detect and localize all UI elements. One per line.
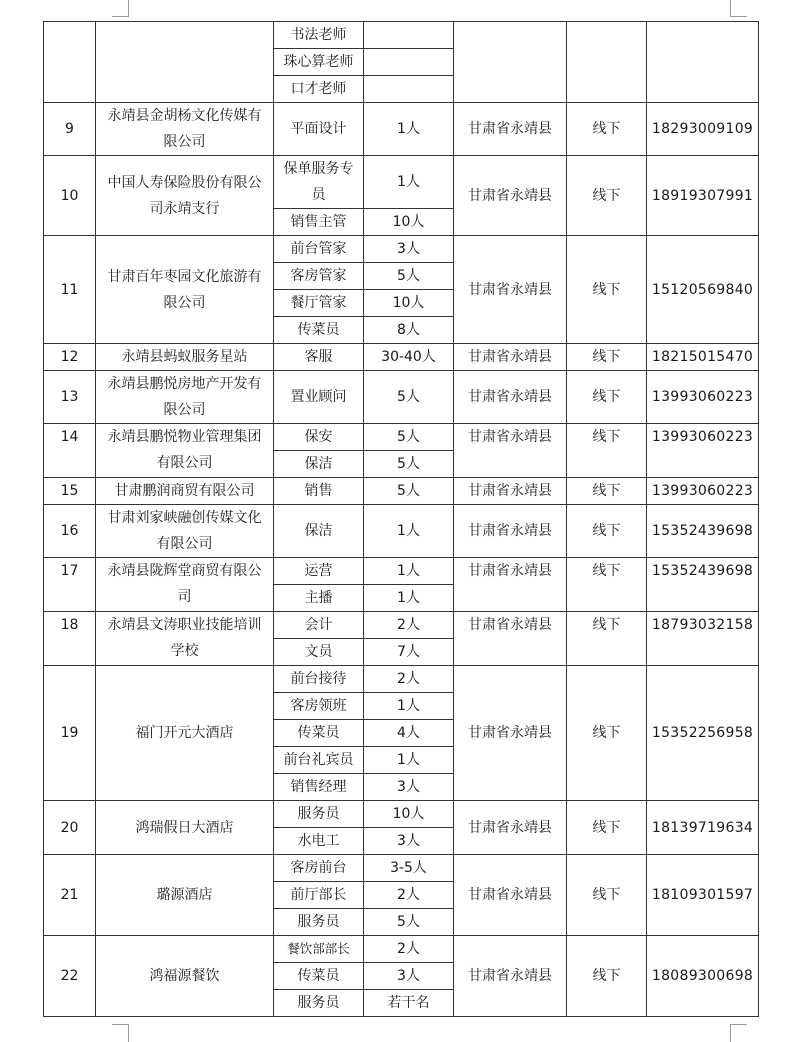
count-cell: 10人 xyxy=(364,290,454,317)
company-name-cell-line: 中国人寿保险股份有限公 xyxy=(107,174,262,191)
position-cell-line: 保洁 xyxy=(304,523,333,539)
mode-cell: 线下 xyxy=(567,936,647,1017)
position-cell-line: 置业顾问 xyxy=(290,389,347,405)
position-cell xyxy=(274,909,364,936)
crop-mark-top-left xyxy=(112,0,129,17)
location-cell: 甘肃省永靖县 xyxy=(454,478,567,505)
row-number-cell: 20 xyxy=(44,801,96,855)
position-cell xyxy=(274,451,364,478)
table-row xyxy=(44,505,759,558)
phone-cell: 18919307991 xyxy=(647,156,759,236)
count-cell: 3-5人 xyxy=(364,855,454,882)
mode-cell: 线下 xyxy=(567,612,647,666)
count-cell: 2人 xyxy=(364,612,454,639)
count-cell: 5人 xyxy=(364,424,454,451)
position-cell xyxy=(274,290,364,317)
recruitment-table xyxy=(43,21,759,1017)
cont-no-cell xyxy=(44,22,96,103)
mode-cell: 线下 xyxy=(567,371,647,424)
position-cell xyxy=(274,505,364,558)
position-cell xyxy=(274,828,364,855)
mode-cell: 线下 xyxy=(567,855,647,936)
position-cell xyxy=(274,585,364,612)
row-number-cell: 13 xyxy=(44,371,96,424)
company-name-cell-line: 学校 xyxy=(170,643,199,659)
position-cell-line: 客房管家 xyxy=(290,268,347,284)
location-cell: 甘肃省永靖县 xyxy=(454,344,567,371)
count-cell: 5人 xyxy=(364,451,454,478)
row-number-cell: 9 xyxy=(44,103,96,156)
company-name-cell xyxy=(96,156,274,236)
count-cell: 1人 xyxy=(364,558,454,585)
company-name-cell-line: 永靖县鹏悦物业管理集团 xyxy=(107,429,262,445)
location-cell: 甘肃省永靖县 xyxy=(454,236,567,344)
count-cell: 3人 xyxy=(364,774,454,801)
position-cell-line: 前台接待 xyxy=(290,671,347,687)
company-name-cell xyxy=(96,344,274,371)
phone-cell: 15352439698 xyxy=(647,558,759,612)
position-cell-line: 水电工 xyxy=(297,833,340,849)
location-cell: 甘肃省永靖县 xyxy=(454,936,567,1017)
table-row xyxy=(44,801,759,828)
crop-mark-bottom-right xyxy=(730,1024,747,1042)
position-cell xyxy=(274,666,364,693)
company-name-cell xyxy=(96,103,274,156)
count-cell: 1人 xyxy=(364,585,454,612)
company-name-cell-line: 有限公司 xyxy=(156,455,213,471)
company-name-cell-line: 永靖县陇辉堂商贸有限公 xyxy=(107,563,262,579)
table-row xyxy=(44,666,759,693)
position-cell xyxy=(274,720,364,747)
company-name-cell-line: 永靖县金胡杨文化传媒有 xyxy=(107,108,262,124)
table-row xyxy=(44,612,759,639)
count-cell: 2人 xyxy=(364,936,454,963)
table-row xyxy=(44,344,759,371)
company-name-cell-line: 限公司 xyxy=(163,134,206,150)
mode-cell: 线下 xyxy=(567,666,647,801)
phone-cell: 18215015470 xyxy=(647,344,759,371)
table-row xyxy=(44,855,759,882)
position-cell xyxy=(274,801,364,828)
company-name-cell-line: 永靖县蚂蚁服务星站 xyxy=(121,349,248,365)
position-cell xyxy=(274,371,364,424)
phone-cell: 18793032158 xyxy=(647,612,759,666)
company-name-cell-line: 鸿福源餐饮 xyxy=(149,968,220,984)
company-name-cell xyxy=(96,612,274,666)
company-name-cell xyxy=(96,505,274,558)
company-name-cell-line: 永靖县鹏悦房地产开发有 xyxy=(107,376,262,392)
mode-cell: 线下 xyxy=(567,344,647,371)
position-cell xyxy=(274,317,364,344)
position-cell xyxy=(274,963,364,990)
company-name-cell-line: 有限公司 xyxy=(156,536,213,552)
company-name-cell xyxy=(96,801,274,855)
mode-cell: 线下 xyxy=(567,156,647,236)
position-cell-line: 服务员 xyxy=(297,806,340,822)
count-cell: 10人 xyxy=(364,801,454,828)
company-name-cell-line: 司 xyxy=(177,589,192,605)
count-cell: 3人 xyxy=(364,236,454,263)
company-name-cell-line: 永靖县文涛职业技能培训 xyxy=(107,617,262,633)
position-cell-line: 传菜员 xyxy=(297,968,340,984)
position-cell xyxy=(274,236,364,263)
count-cell: 4人 xyxy=(364,720,454,747)
count-cell: 7人 xyxy=(364,639,454,666)
position-cell xyxy=(274,747,364,774)
location-cell: 甘肃省永靖县 xyxy=(454,801,567,855)
cont-phone-cell xyxy=(647,22,759,103)
phone-cell: 15120569840 xyxy=(647,236,759,344)
phone-cell: 13993060223 xyxy=(647,424,759,478)
count-cell: 3人 xyxy=(364,963,454,990)
company-name-cell xyxy=(96,371,274,424)
position-cell-line: 销售主管 xyxy=(290,214,347,230)
position-cell xyxy=(274,882,364,909)
company-name-cell-line: 限公司 xyxy=(163,294,206,311)
table-row xyxy=(44,936,759,963)
count-cell xyxy=(364,49,454,76)
row-number-cell: 16 xyxy=(44,505,96,558)
count-cell: 8人 xyxy=(364,317,454,344)
count-cell: 2人 xyxy=(364,882,454,909)
position-cell-line: 前厅部长 xyxy=(290,887,347,903)
mode-cell: 线下 xyxy=(567,103,647,156)
cont-company-cell xyxy=(96,22,274,103)
position-cell xyxy=(274,424,364,451)
company-name-cell xyxy=(96,558,274,612)
position-cell-line: 传菜员 xyxy=(297,322,340,338)
count-cell xyxy=(364,22,454,49)
row-number-cell: 10 xyxy=(44,156,96,236)
position-cell-line: 主播 xyxy=(304,590,333,606)
mode-cell: 线下 xyxy=(567,558,647,612)
row-number-cell: 17 xyxy=(44,558,96,612)
company-name-cell-line: 甘肃刘家峡融创传媒文化 xyxy=(107,510,262,526)
position-cell-line: 员 xyxy=(311,187,326,203)
mode-cell: 线下 xyxy=(567,424,647,478)
count-cell: 1人 xyxy=(364,156,454,209)
row-number-cell: 14 xyxy=(44,424,96,478)
phone-cell: 13993060223 xyxy=(647,478,759,505)
count-cell: 5人 xyxy=(364,909,454,936)
position-cell xyxy=(274,693,364,720)
position-cell xyxy=(274,344,364,371)
table-row xyxy=(44,558,759,585)
company-name-cell-line: 甘肃鹏润商贸有限公司 xyxy=(114,483,255,499)
row-number-cell: 21 xyxy=(44,855,96,936)
company-name-cell-line: 甘肃百年枣园文化旅游有 xyxy=(107,268,262,285)
company-name-cell-line: 司永靖支行 xyxy=(149,200,220,217)
company-name-cell xyxy=(96,936,274,1017)
count-cell: 1人 xyxy=(364,505,454,558)
count-cell: 2人 xyxy=(364,666,454,693)
table-row xyxy=(44,103,759,156)
company-name-cell-line: 福门开元大酒店 xyxy=(135,725,234,741)
location-cell: 甘肃省永靖县 xyxy=(454,156,567,236)
phone-cell: 18089300698 xyxy=(647,936,759,1017)
position-cell-line: 运营 xyxy=(304,563,333,579)
position-cell xyxy=(274,103,364,156)
table-row xyxy=(44,424,759,451)
location-cell: 甘肃省永靖县 xyxy=(454,855,567,936)
position-cell xyxy=(274,263,364,290)
count-cell: 1人 xyxy=(364,693,454,720)
company-name-cell xyxy=(96,236,274,344)
cont-location-cell xyxy=(454,22,567,103)
position-cell xyxy=(274,558,364,585)
company-name-cell-line: 限公司 xyxy=(163,402,206,418)
phone-cell: 15352439698 xyxy=(647,505,759,558)
mode-cell: 线下 xyxy=(567,505,647,558)
position-cell-line: 会计 xyxy=(304,617,333,633)
position-cell-line: 客房领班 xyxy=(290,698,347,714)
position-cell xyxy=(274,478,364,505)
position-cell xyxy=(274,990,364,1017)
position-cell: 珠心算老师 xyxy=(274,49,364,76)
position-cell-line: 餐厅管家 xyxy=(290,295,347,311)
position-cell xyxy=(274,209,364,236)
row-number-cell: 15 xyxy=(44,478,96,505)
position-cell-line: 保单服务专 xyxy=(283,161,354,177)
mode-cell: 线下 xyxy=(567,236,647,344)
recruitment-table-body xyxy=(44,22,759,1017)
count-cell: 5人 xyxy=(364,478,454,505)
position-cell: 口才老师 xyxy=(274,76,364,103)
location-cell: 甘肃省永靖县 xyxy=(454,505,567,558)
count-cell: 5人 xyxy=(364,371,454,424)
row-number-cell: 12 xyxy=(44,344,96,371)
phone-cell: 18293009109 xyxy=(647,103,759,156)
mode-cell: 线下 xyxy=(567,478,647,505)
position-cell xyxy=(274,936,364,963)
location-cell: 甘肃省永靖县 xyxy=(454,424,567,478)
company-name-cell-line: 鸿瑞假日大酒店 xyxy=(135,819,234,836)
position-cell-line: 服务员 xyxy=(297,995,340,1011)
company-name-cell xyxy=(96,424,274,478)
mode-cell: 线下 xyxy=(567,801,647,855)
position-cell-line: 平面设计 xyxy=(290,121,347,137)
count-cell: 5人 xyxy=(364,263,454,290)
company-name-cell-line: 璐源酒店 xyxy=(156,887,213,903)
row-number-cell: 22 xyxy=(44,936,96,1017)
table-row xyxy=(44,371,759,424)
phone-cell: 18109301597 xyxy=(647,855,759,936)
row-number-cell: 11 xyxy=(44,236,96,344)
phone-cell: 18139719634 xyxy=(647,801,759,855)
crop-mark-top-right xyxy=(730,0,747,17)
company-name-cell xyxy=(96,855,274,936)
position-cell-line: 销售 xyxy=(304,483,333,499)
position-cell-line: 保洁 xyxy=(304,456,333,472)
position-cell-line: 传菜员 xyxy=(297,725,340,741)
position-cell xyxy=(274,156,364,209)
position-cell-line: 保安 xyxy=(304,429,333,445)
table-row xyxy=(44,156,759,209)
position-cell xyxy=(274,774,364,801)
position-cell-line: 销售经理 xyxy=(290,779,347,795)
company-name-cell xyxy=(96,666,274,801)
phone-cell: 13993060223 xyxy=(647,371,759,424)
cont-mode-cell xyxy=(567,22,647,103)
position-cell-line: 餐饮部部长 xyxy=(287,941,350,956)
count-cell: 若干名 xyxy=(364,990,454,1017)
location-cell: 甘肃省永靖县 xyxy=(454,371,567,424)
position-cell xyxy=(274,612,364,639)
position-cell: 书法老师 xyxy=(274,22,364,49)
position-cell xyxy=(274,639,364,666)
location-cell: 甘肃省永靖县 xyxy=(454,558,567,612)
position-cell xyxy=(274,855,364,882)
position-cell-line: 前台管家 xyxy=(290,241,347,257)
position-cell-line: 客房前台 xyxy=(290,860,347,876)
count-cell xyxy=(364,76,454,103)
count-cell: 1人 xyxy=(364,103,454,156)
row-number-cell: 19 xyxy=(44,666,96,801)
position-cell-line: 前台礼宾员 xyxy=(283,752,354,768)
count-cell: 10人 xyxy=(364,209,454,236)
company-name-cell xyxy=(96,478,274,505)
location-cell: 甘肃省永靖县 xyxy=(454,666,567,801)
table-row xyxy=(44,478,759,505)
location-cell: 甘肃省永靖县 xyxy=(454,612,567,666)
phone-cell: 15352256958 xyxy=(647,666,759,801)
crop-mark-bottom-left xyxy=(112,1024,129,1042)
count-cell: 30-40人 xyxy=(364,344,454,371)
position-cell-line: 文员 xyxy=(304,644,333,660)
table-row xyxy=(44,22,759,49)
table-row xyxy=(44,236,759,263)
position-cell-line: 客服 xyxy=(304,349,333,365)
position-cell-line: 服务员 xyxy=(297,914,340,930)
count-cell: 1人 xyxy=(364,747,454,774)
count-cell: 3人 xyxy=(364,828,454,855)
row-number-cell: 18 xyxy=(44,612,96,666)
location-cell: 甘肃省永靖县 xyxy=(454,103,567,156)
